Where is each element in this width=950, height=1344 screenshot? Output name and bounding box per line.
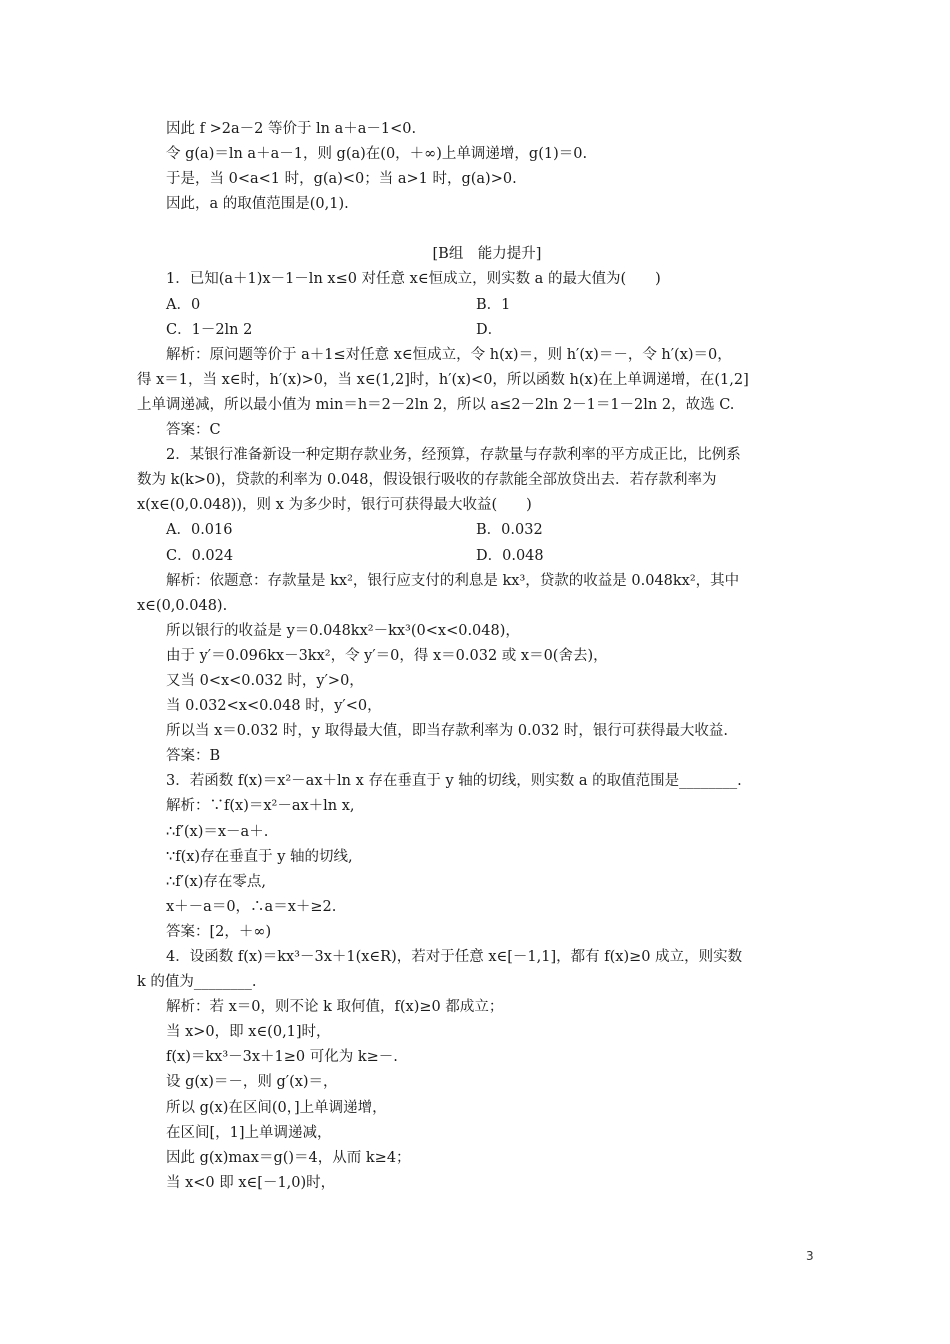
- answer-line: 答案：C: [166, 422, 221, 439]
- solution-line: 解析：原问题等价于 a＋1≤对任意 x∈恒成立，令 h(x)＝，则 h′(x)＝－，令 h′(x)＝0，: [166, 346, 732, 363]
- choice-option: B．1: [476, 296, 511, 313]
- solution-line: ∴f′(x)＝x－a＋.: [166, 823, 269, 840]
- group-title: [B组 能力提升]: [432, 246, 542, 263]
- page-number: 3: [806, 1249, 814, 1263]
- solution-line: 又当 0<x<0.032 时，y′>0，: [166, 672, 364, 689]
- answer-line: 答案：B: [166, 748, 221, 765]
- text-line: 于是，当 0<a<1 时，g(a)<0；当 a>1 时，g(a)>0.: [166, 171, 517, 188]
- spacer: [137, 217, 827, 242]
- solution-line: ∵f(x)存在垂直于 y 轴的切线,: [166, 848, 353, 865]
- solution-line: 解析：∵f(x)＝x²－ax＋ln x,: [166, 798, 355, 815]
- problem-stem-line: k 的值为________.: [137, 974, 257, 991]
- problem-stem-line: 3．若函数 f(x)＝x²－ax＋ln x 存在垂直于 y 轴的切线，则实数 a 的取值范围是________.: [166, 773, 742, 790]
- solution-line: 因此 g(x)max＝g()＝4，从而 k≥4；: [166, 1149, 411, 1166]
- solution-line: 得 x＝1，当 x∈时，h′(x)>0，当 x∈(1,2]时，h′(x)<0，所以函数 h(x)在上单调递增，在(1,2]: [137, 371, 749, 388]
- choice-option: D．0.048: [476, 547, 544, 564]
- problem-stem-line: 4．设函数 f(x)＝kx³－3x＋1(x∈R)，若对于任意 x∈[－1,1]，都有 f(x)≥0 成立，则实数: [166, 949, 743, 965]
- solution-line: 解析：依题意：存款量是 kx²，银行应支付的利息是 kx³，贷款的收益是 0.048kx²，其中: [166, 572, 740, 589]
- text-line: 因此 f >2a－2 等价于 ln a＋a－1<0.: [166, 121, 417, 137]
- solution-line: 当 x<0 即 x∈[－1,0)时，: [166, 1174, 336, 1191]
- solution-line: 设 g(x)＝－，则 g′(x)＝，: [166, 1074, 338, 1091]
- choice-option: C．1－2ln 2: [166, 321, 253, 338]
- choice-option: C．0.024: [166, 547, 234, 564]
- problem-stem-line: 数为 k(k>0)，贷款的利率为 0.048，假设银行吸收的存款能全部放贷出去．若存款利率为: [137, 472, 717, 489]
- solution-line: 当 0.032<x<0.048 时，y′<0，: [166, 698, 382, 715]
- choice-option: A．0.016: [166, 522, 233, 539]
- solution-line: 上单调递减，所以最小值为 min＝h＝2－2ln 2，所以 a≤2－2ln 2－1＝1－2ln 2，故选 C.: [137, 396, 735, 413]
- choice-row: [137, 318, 827, 343]
- solution-line: x＋－a＝0，∴a＝x＋≥2.: [166, 898, 337, 915]
- solution-line: 解析：若 x＝0，则不论 k 取何值，f(x)≥0 都成立；: [166, 999, 504, 1016]
- text-line: 令 g(a)＝ln a＋a－1，则 g(a)在(0，＋∞)上单调递增，g(1)＝0.: [166, 146, 588, 163]
- choice-row: [137, 544, 827, 569]
- solution-line: 在区间[，1]上单调递减，: [166, 1124, 332, 1141]
- problem-stem-line: 2．某银行准备新设一种定期存款业务，经预算，存款量与存款利率的平方成正比，比例系: [166, 447, 741, 464]
- choice-option: D．: [476, 321, 503, 338]
- choice-option: A．0: [166, 296, 201, 313]
- page-content: [137, 117, 827, 1196]
- problem-stem-line: 1．已知(a＋1)x－1－ln x≤0 对任意 x∈恒成立，则实数 a 的最大值为( ): [166, 271, 661, 288]
- solution-line: 所以当 x＝0.032 时，y 取得最大值，即当存款利率为 0.032 时，银行可获得最大收益.: [166, 723, 729, 740]
- solution-line: f(x)＝kx³－3x＋1≥0 可化为 k≥－.: [166, 1049, 398, 1066]
- problem-stem-line: x(x∈(0,0.048))，则 x 为多少时，银行可获得最大收益( ): [137, 497, 532, 514]
- solution-line: x∈(0,0.048).: [137, 597, 228, 614]
- answer-line: 答案：[2，＋∞): [166, 923, 272, 940]
- text-line: 因此，a 的取值范围是(0,1).: [166, 196, 349, 213]
- choice-option: B．0.032: [476, 522, 543, 539]
- choice-row: [137, 293, 827, 318]
- solution-line: ∴f′(x)存在零点,: [166, 873, 266, 890]
- choice-row: [137, 518, 827, 543]
- solution-line: 所以 g(x)在区间(0，]上单调递增，: [166, 1099, 387, 1116]
- solution-line: 由于 y′＝0.096kx－3kx²，令 y′＝0，得 x＝0.032 或 x＝0(舍去)，: [166, 647, 608, 664]
- solution-line: 所以银行的收益是 y＝0.048kx²－kx³(0<x<0.048)，: [166, 622, 520, 639]
- solution-line: 当 x>0，即 x∈(0,1]时，: [166, 1024, 331, 1041]
